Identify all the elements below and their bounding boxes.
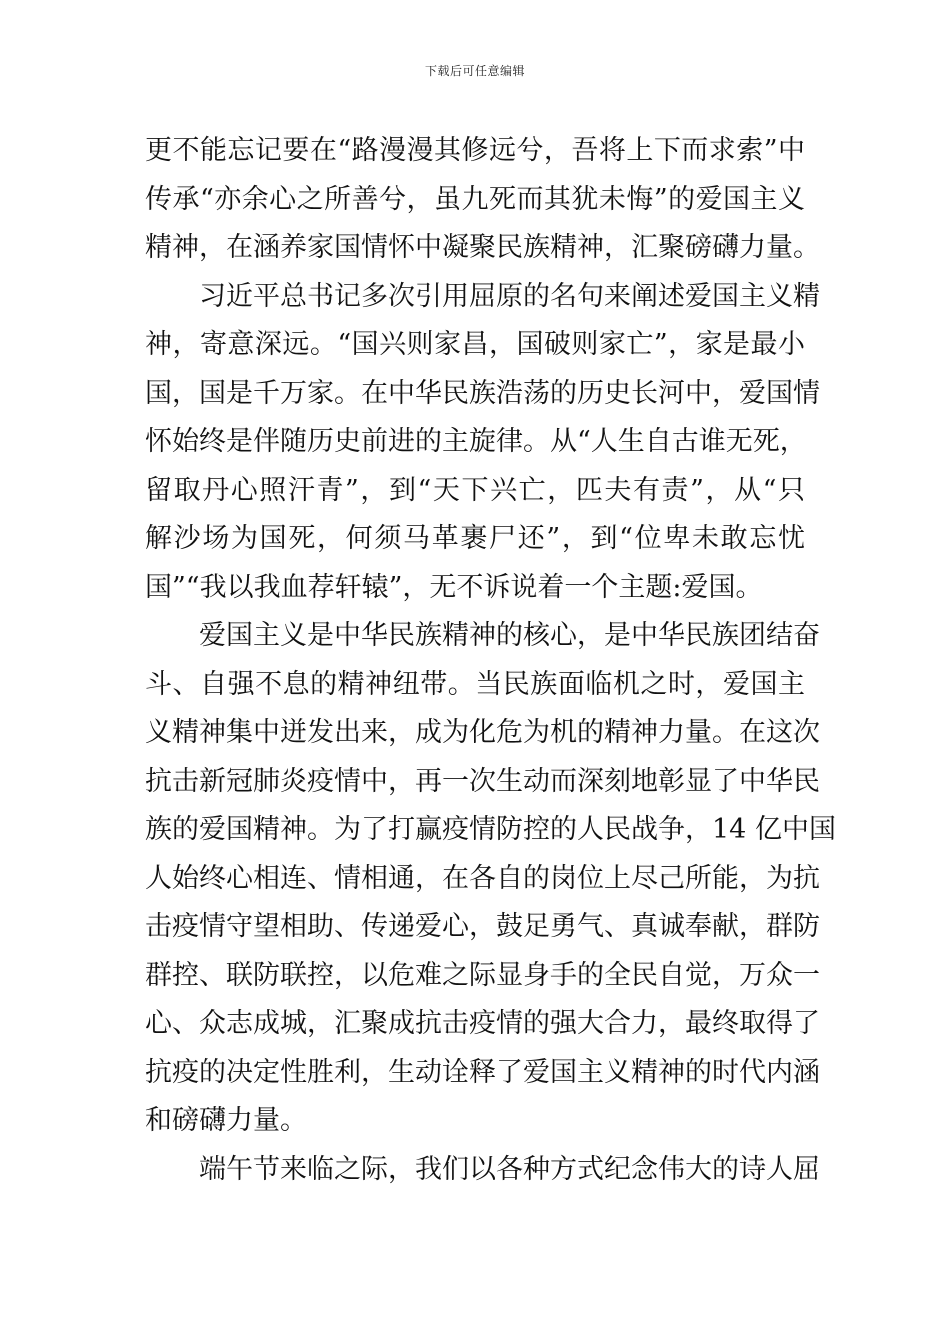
text-line: 心、众志成城，汇聚成抗击疫情的强大合力，最终取得了	[145, 1008, 820, 1039]
text-line: 斗、自强不息的精神纽带。当民族面临机之时，爱国主	[145, 668, 805, 700]
text-line: 国”“我以我血荐轩辕”，无不诉说着一个主题:爱国。	[145, 571, 763, 603]
text-line: 解沙场为国死，何须马革裹尸还”，到“位卑未敢忘忧	[145, 523, 805, 554]
text-line: 神，寄意深远。“国兴则家昌，国破则家亡”，家是最小	[145, 329, 805, 360]
text-line: 人始终心相连、情相通，在各自的岗位上尽己所能，为抗	[145, 862, 820, 894]
text-line: 击疫情守望相助、传递爱心，鼓足勇气、真诚奉献，群防	[145, 911, 820, 942]
text-line: 爱国主义是中华民族精神的核心，是中华民族团结奋	[199, 620, 820, 651]
text-line: 国，国是千万家。在中华民族浩荡的历史长河中，爱国情	[145, 377, 820, 409]
text-line: 精神，在涵养家国情怀中凝聚民族精神，汇聚磅礴力量。	[145, 232, 820, 263]
text-line: 端午节来临之际，我们以各种方式纪念伟大的诗人屈	[199, 1153, 820, 1185]
document-body	[145, 127, 836, 1194]
text-line: 抗击新冠肺炎疫情中，再一次生动而深刻地彰显了中华民	[145, 765, 820, 797]
paragraph-1	[145, 127, 820, 273]
text-line: 和磅礴力量。	[145, 1105, 307, 1136]
text-line: 怀始终是伴随历史前进的主旋律。从“人生自古谁无死，	[145, 426, 807, 457]
text-line: 抗疫的决定性胜利，生动诠释了爱国主义精神的时代内涵	[145, 1056, 820, 1088]
page-header: 下载后可任意编辑	[424, 64, 525, 78]
text-line: 更不能忘记要在“路漫漫其修远兮，吾将上下而求索”中	[145, 135, 805, 166]
paragraph-4	[145, 1146, 820, 1195]
text-line: 留取丹心照汗青”，到“天下兴亡，匹夫有责”，从“只	[145, 474, 805, 506]
text-line: 族的爱国精神。为了打赢疫情防控的人民战争，14 亿中国	[145, 814, 836, 845]
text-line: 群控、联防联控，以危难之际显身手的全民自觉，万众一	[145, 959, 820, 991]
text-line: 传承“亦余心之所善兮，虽九死而其犹未悔”的爱国主义	[145, 183, 805, 215]
paragraph-2	[145, 273, 820, 613]
text-line: 义精神集中迸发出来，成为化危为机的精神力量。在这次	[145, 717, 820, 748]
paragraph-3	[145, 612, 836, 1146]
text-line: 习近平总书记多次引用屈原的名句来阐述爱国主义精	[199, 280, 820, 312]
